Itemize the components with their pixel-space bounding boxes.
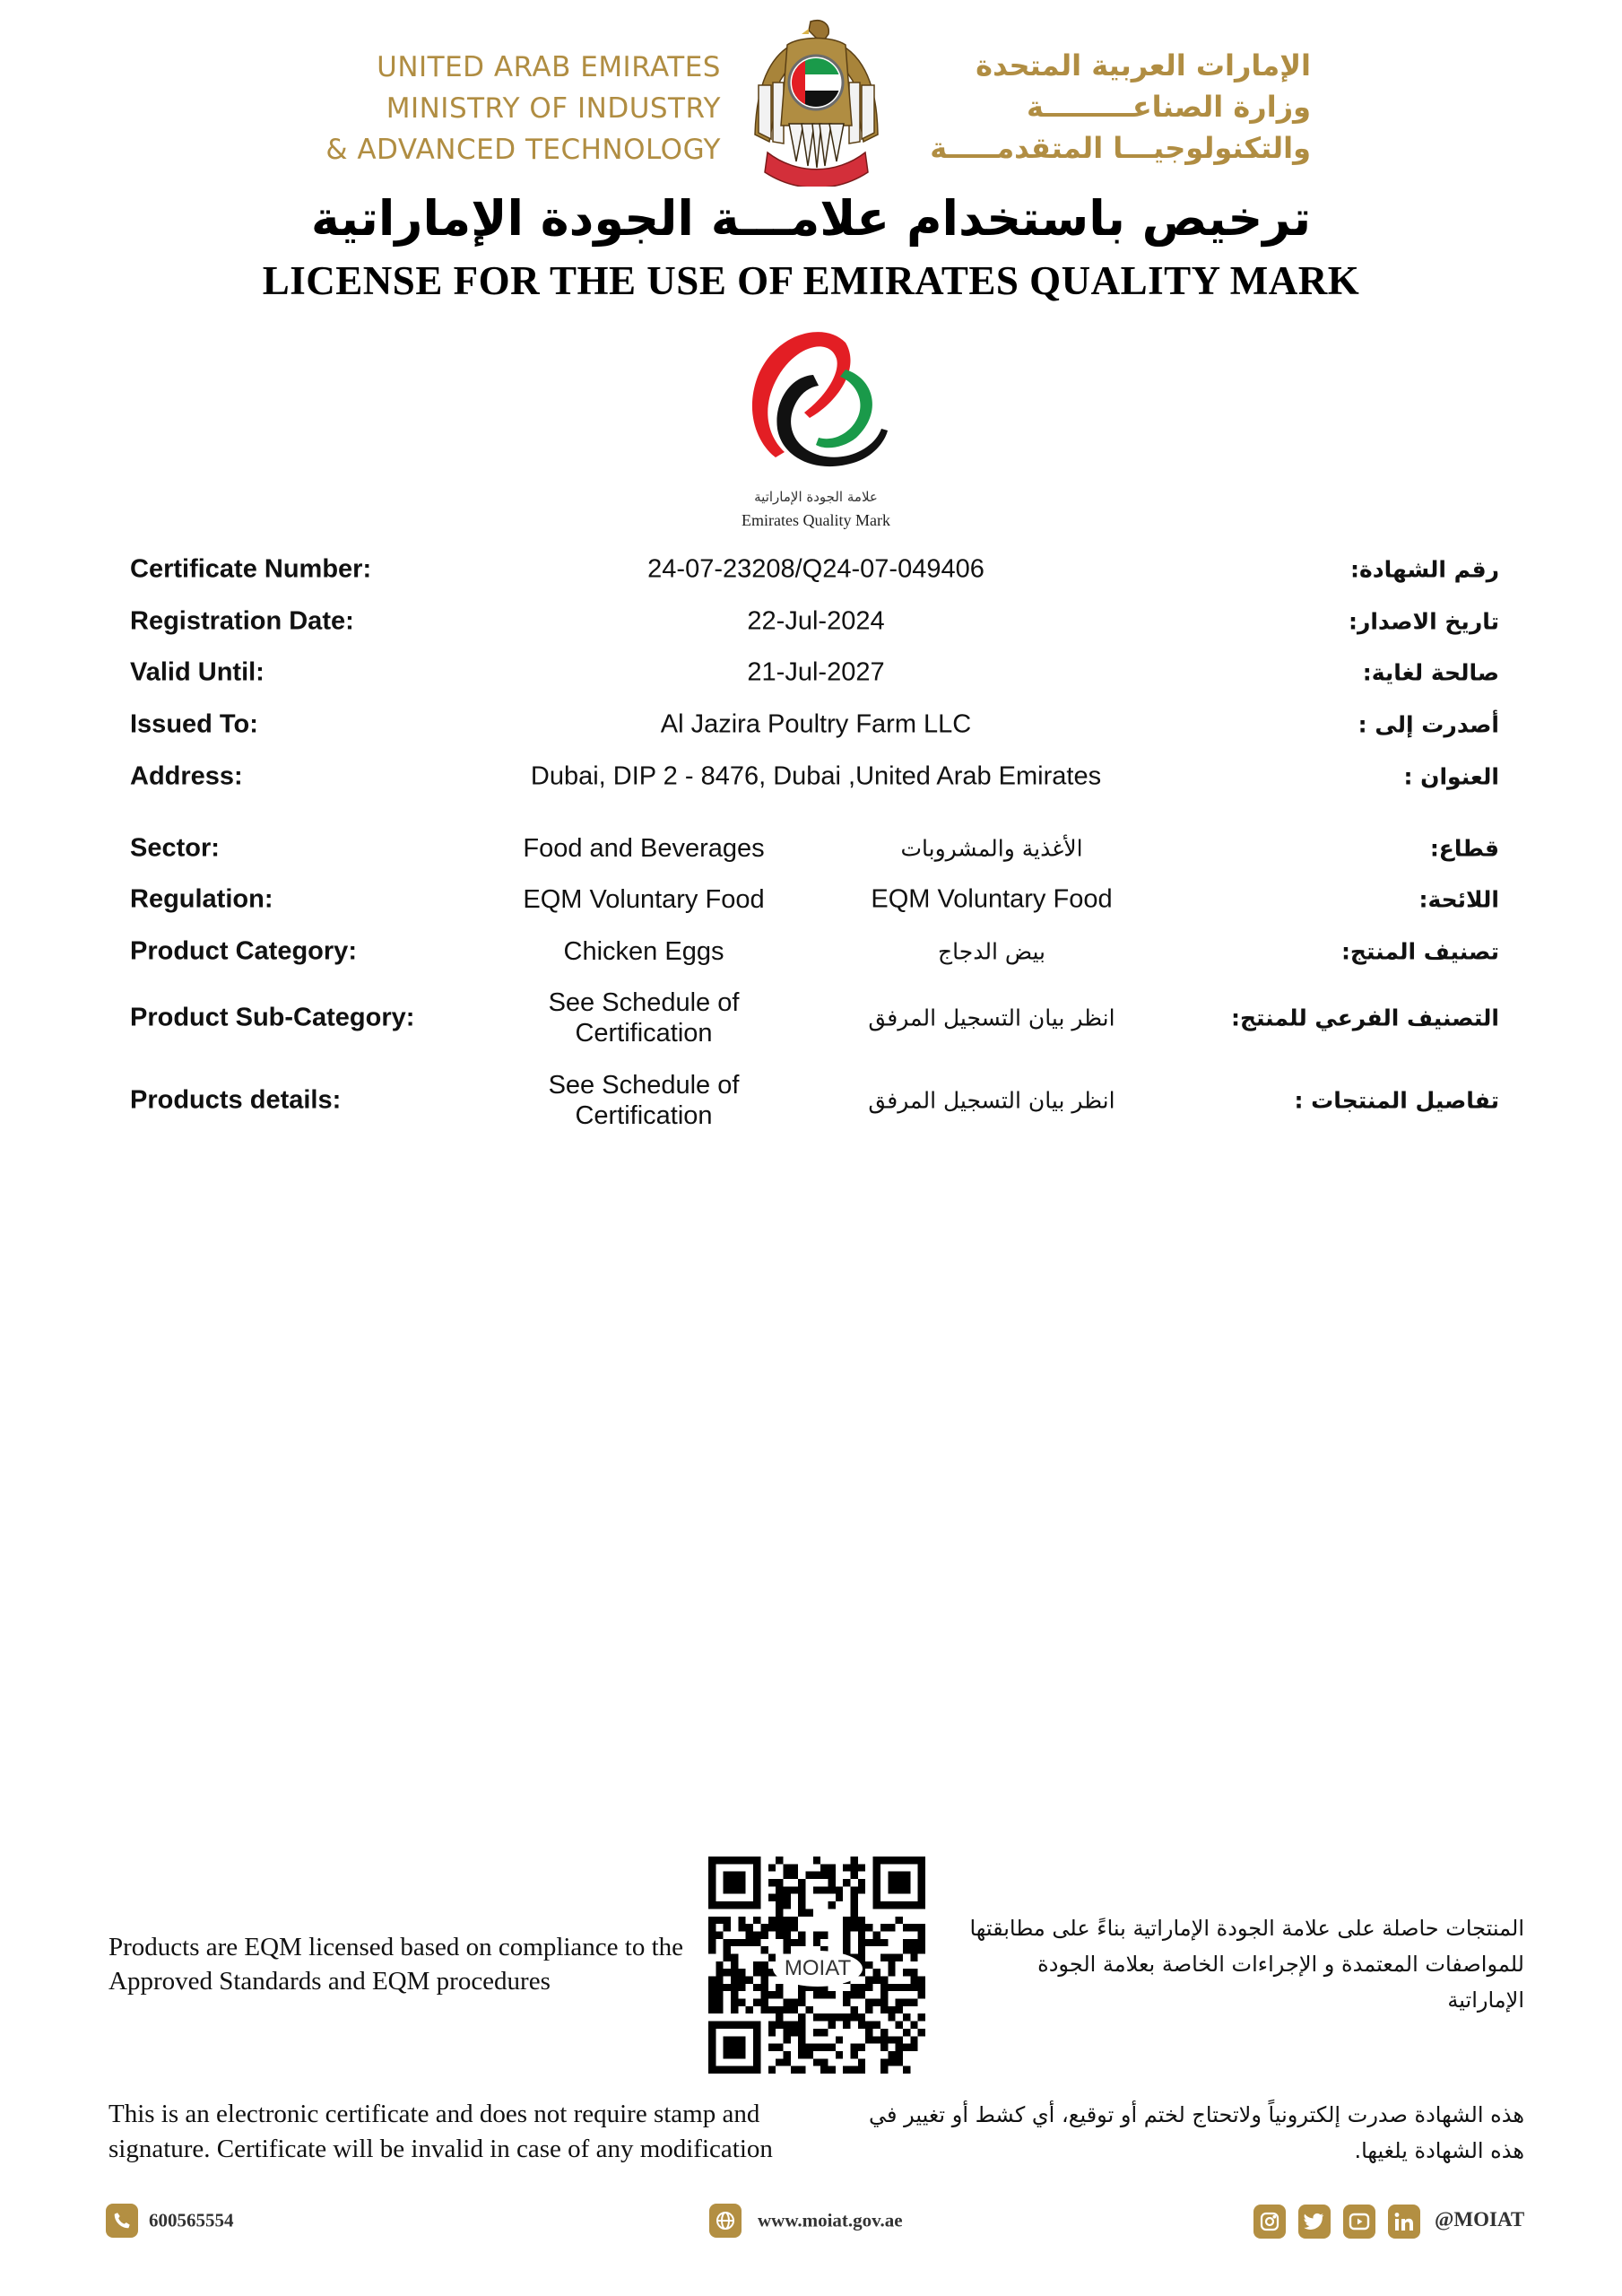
field-label: Registration Date: xyxy=(130,606,354,636)
youtube-icon[interactable] xyxy=(1343,2205,1375,2239)
phone-number[interactable]: 600565554 xyxy=(149,2209,234,2231)
field-value: Dubai, DIP 2 - 8476, Dubai ,United Arab Emirates xyxy=(530,761,1102,791)
field-value: Al Jazira Poultry Farm LLC xyxy=(660,709,972,739)
field-row-products-details xyxy=(0,1071,1622,1154)
field-value: 24-07-23208/Q24-07-049406 xyxy=(647,554,984,584)
field-label: Certificate Number: xyxy=(130,554,372,584)
field-label-ar: أصدرت إلى : xyxy=(1357,711,1499,738)
title-en: LICENSE FOR THE USE OF EMIRATES QUALITY MARK xyxy=(262,258,1360,303)
disclaimer-ar: هذه الشهادة صدرت إلكترونياً ولاتحتاج لختم أو توقيع، أي كشط أو تغيير في هذه الشهادة يلغيها. xyxy=(869,2102,1524,2163)
ministry-line: وزارة الصناعـــــــــة xyxy=(1026,90,1311,124)
ministry-line: & ADVANCED TECHNOLOGY xyxy=(325,134,721,166)
field-value-ar: انظر بيان التسجيل المرفق xyxy=(868,1004,1115,1031)
field-label-ar: صالحة لغاية: xyxy=(1362,659,1499,686)
uae-eagle-emblem-icon xyxy=(751,18,881,187)
field-value: 21-Jul-2027 xyxy=(747,657,885,687)
ministry-line: UNITED ARAB EMIRATES xyxy=(377,51,721,83)
field-value-ar: الأغذية والمشروبات xyxy=(900,835,1083,862)
field-label-ar: التصنيف الفرعي للمنتج: xyxy=(1230,1004,1499,1031)
field-label-ar: العنوان : xyxy=(1403,763,1499,790)
emirates-quality-mark-logo-icon xyxy=(740,323,892,484)
social-handle[interactable]: @MOIAT xyxy=(1435,2208,1525,2231)
field-value-ar: بيض الدجاج xyxy=(938,938,1045,965)
field-value-en: See Schedule of Certification xyxy=(548,1071,740,1130)
compliance-statement-en: Products are EQM licensed based on compliance to the Approved Standards and EQM procedures xyxy=(108,1933,684,1996)
field-label-ar: قطاع: xyxy=(1429,835,1499,862)
field-value-ar: EQM Voluntary Food xyxy=(871,884,1113,914)
linkedin-icon[interactable] xyxy=(1388,2205,1420,2239)
eqm-caption-en: Emirates Quality Mark xyxy=(742,511,890,529)
ministry-line: MINISTRY OF INDUSTRY xyxy=(386,92,721,125)
field-label: Product Category: xyxy=(130,936,357,966)
phone-icon xyxy=(106,2204,138,2238)
field-label: Sector: xyxy=(130,833,220,863)
field-value-en: EQM Voluntary Food xyxy=(523,885,765,914)
disclaimer-en: This is an electronic certificate and does not require stamp and signature. Certificate will be invalid in case of any modification xyxy=(108,2100,773,2163)
field-label-ar: تاريخ الاصدار: xyxy=(1348,608,1499,635)
field-row-product-category xyxy=(0,936,1622,1005)
field-label: Valid Until: xyxy=(130,657,265,687)
field-row-product-sub-category xyxy=(0,988,1622,1072)
field-label: Regulation: xyxy=(130,884,273,914)
field-value-en: Food and Beverages xyxy=(523,834,765,863)
field-value-en: Chicken Eggs xyxy=(563,937,724,966)
ministry-line: الإمارات العربية المتحدة xyxy=(976,48,1311,83)
ministry-name-en xyxy=(325,47,721,170)
twitter-icon[interactable] xyxy=(1298,2205,1331,2239)
field-row-address xyxy=(0,761,1622,831)
globe-icon xyxy=(709,2204,742,2238)
qr-label: MOIAT xyxy=(773,1951,863,1987)
field-label-ar: تصنيف المنتج: xyxy=(1340,938,1499,965)
ministry-name-ar xyxy=(907,45,1311,169)
eqm-caption-ar: علامة الجودة الإماراتية xyxy=(754,489,878,505)
field-value-ar: انظر بيان التسجيل المرفق xyxy=(868,1087,1115,1114)
website-link[interactable]: www.moiat.gov.ae xyxy=(758,2209,903,2231)
title-ar: ترخيص باستخدام علامـــة الجودة الإماراتية xyxy=(310,190,1312,247)
field-label-ar: تفاصيل المنتجات : xyxy=(1294,1087,1499,1114)
field-value: 22-Jul-2024 xyxy=(747,606,885,636)
field-label-ar: رقم الشهادة: xyxy=(1350,556,1499,583)
field-label: Issued To: xyxy=(130,709,258,739)
instagram-icon[interactable] xyxy=(1253,2205,1286,2239)
ministry-line: والتكنولوجيـــا المتقدمـــــة xyxy=(930,131,1311,165)
field-label: Address: xyxy=(130,761,243,791)
field-label: Product Sub-Category: xyxy=(130,1003,415,1032)
compliance-statement-ar: المنتجات حاصلة على علامة الجودة الإماراتية بناءً على مطابقتها للمواصفات المعتمدة و الإجراءات الخاصة بعلامة الجودة الإماراتية xyxy=(969,1916,1524,2013)
field-label-ar: اللائحة: xyxy=(1418,886,1499,913)
field-label: Products details: xyxy=(130,1085,342,1115)
field-value-en: See Schedule of Certification xyxy=(548,988,740,1048)
